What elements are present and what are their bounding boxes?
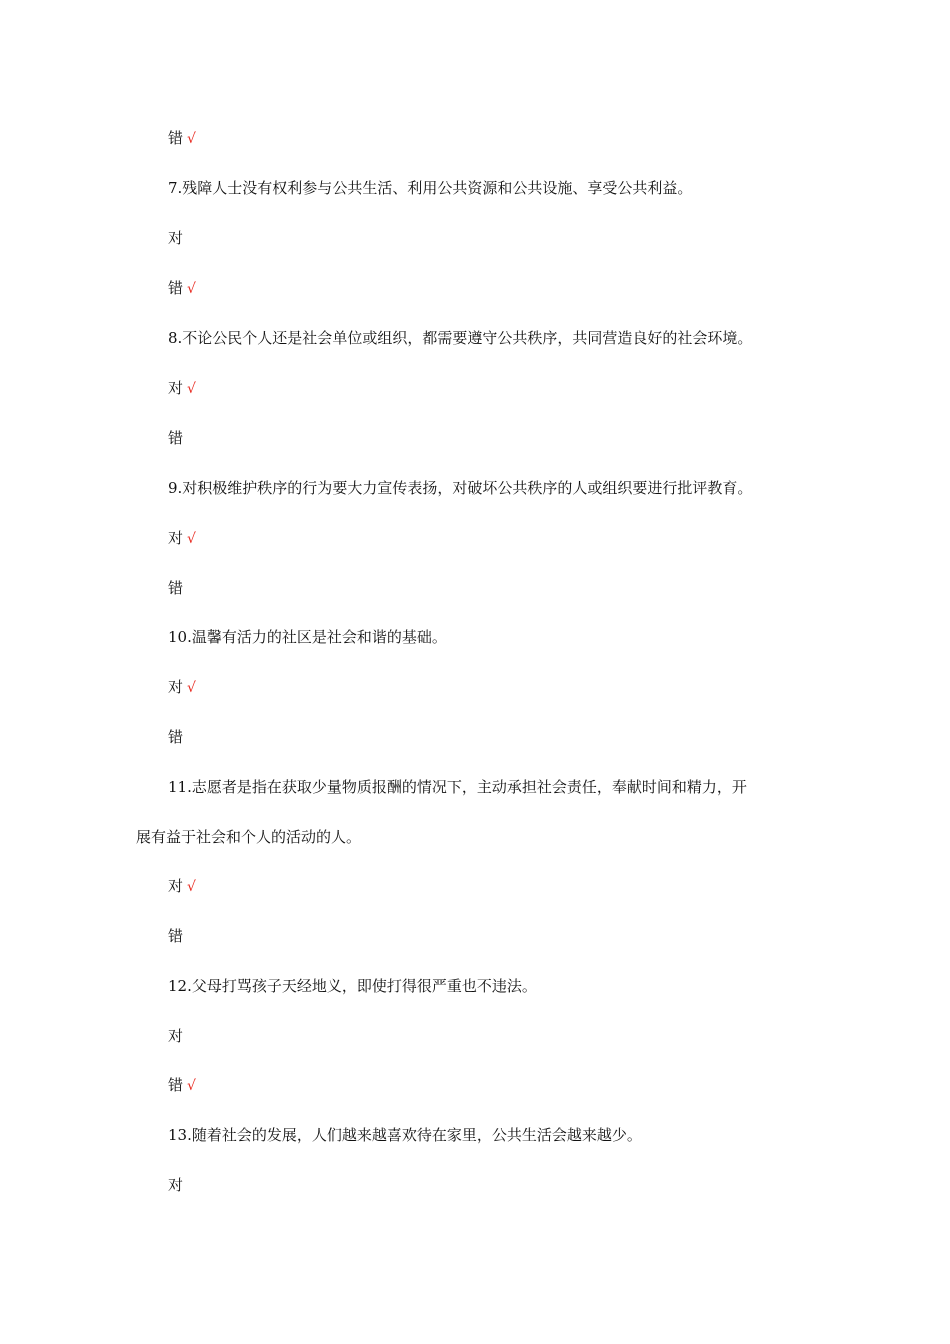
checkmark-icon: √ — [187, 531, 196, 547]
option-right — [168, 876, 196, 897]
option-label: 错 — [168, 429, 184, 447]
option-right — [168, 378, 196, 399]
option-wrong — [168, 278, 196, 299]
option-label: 错 — [168, 279, 184, 297]
checkmark-icon: √ — [187, 381, 196, 397]
option-label: 对 — [168, 678, 184, 696]
question-12 — [168, 976, 537, 996]
question-text: 12.父母打骂孩子天经地义，即使打得很严重也不违法。 — [168, 977, 537, 995]
option-right — [168, 1175, 183, 1195]
option-label: 错 — [168, 927, 184, 945]
checkmark-icon: √ — [187, 680, 196, 696]
option-label: 对 — [168, 379, 184, 397]
option-label: 对 — [168, 529, 184, 547]
question-8 — [168, 328, 752, 348]
checkmark-icon: √ — [187, 281, 196, 297]
option-wrong — [168, 926, 183, 946]
question-text: 10.温馨有活力的社区是社会和谐的基础。 — [168, 628, 447, 646]
option-wrong — [168, 727, 183, 747]
question-text: 8.不论公民个人还是社会单位或组织，都需要遵守公共秩序，共同营造良好的社会环境。 — [168, 329, 753, 347]
option-label: 错 — [168, 129, 184, 147]
question-text: 9.对积极维护秩序的行为要大力宣传表扬，对破坏公共秩序的人或组织要进行批评教育。 — [168, 479, 753, 497]
question-text: 7.残障人士没有权利参与公共生活、利用公共资源和公共设施、享受公共利益。 — [168, 179, 693, 197]
checkmark-icon: √ — [187, 131, 196, 147]
option-label: 错 — [168, 1076, 184, 1094]
option-right — [168, 1026, 183, 1046]
option-label: 错 — [168, 579, 184, 597]
option-label: 对 — [168, 1027, 184, 1045]
option-label: 对 — [168, 229, 184, 247]
question-11-continuation — [136, 827, 361, 847]
option-wrong — [168, 1075, 196, 1096]
option-label: 对 — [168, 877, 184, 895]
option-right — [168, 528, 196, 549]
checkmark-icon: √ — [187, 1078, 196, 1094]
question-13 — [168, 1125, 642, 1145]
question-9 — [168, 478, 752, 498]
option-label: 错 — [168, 728, 184, 746]
question-10 — [168, 627, 447, 647]
option-wrong — [168, 428, 183, 448]
question-text: 展有益于社会和个人的活动的人。 — [136, 828, 362, 846]
option-label: 对 — [168, 1176, 184, 1194]
checkmark-icon: √ — [187, 879, 196, 895]
question-7 — [168, 178, 692, 198]
question-text: 13.随着社会的发展，人们越来越喜欢待在家里，公共生活会越来越少。 — [168, 1126, 642, 1144]
option-wrong — [168, 128, 196, 149]
option-right — [168, 677, 196, 698]
option-wrong — [168, 578, 183, 598]
question-text: 11.志愿者是指在获取少量物质报酬的情况下，主动承担社会责任，奉献时间和精力，开 — [168, 778, 747, 796]
question-11 — [168, 777, 747, 797]
option-right — [168, 228, 183, 248]
